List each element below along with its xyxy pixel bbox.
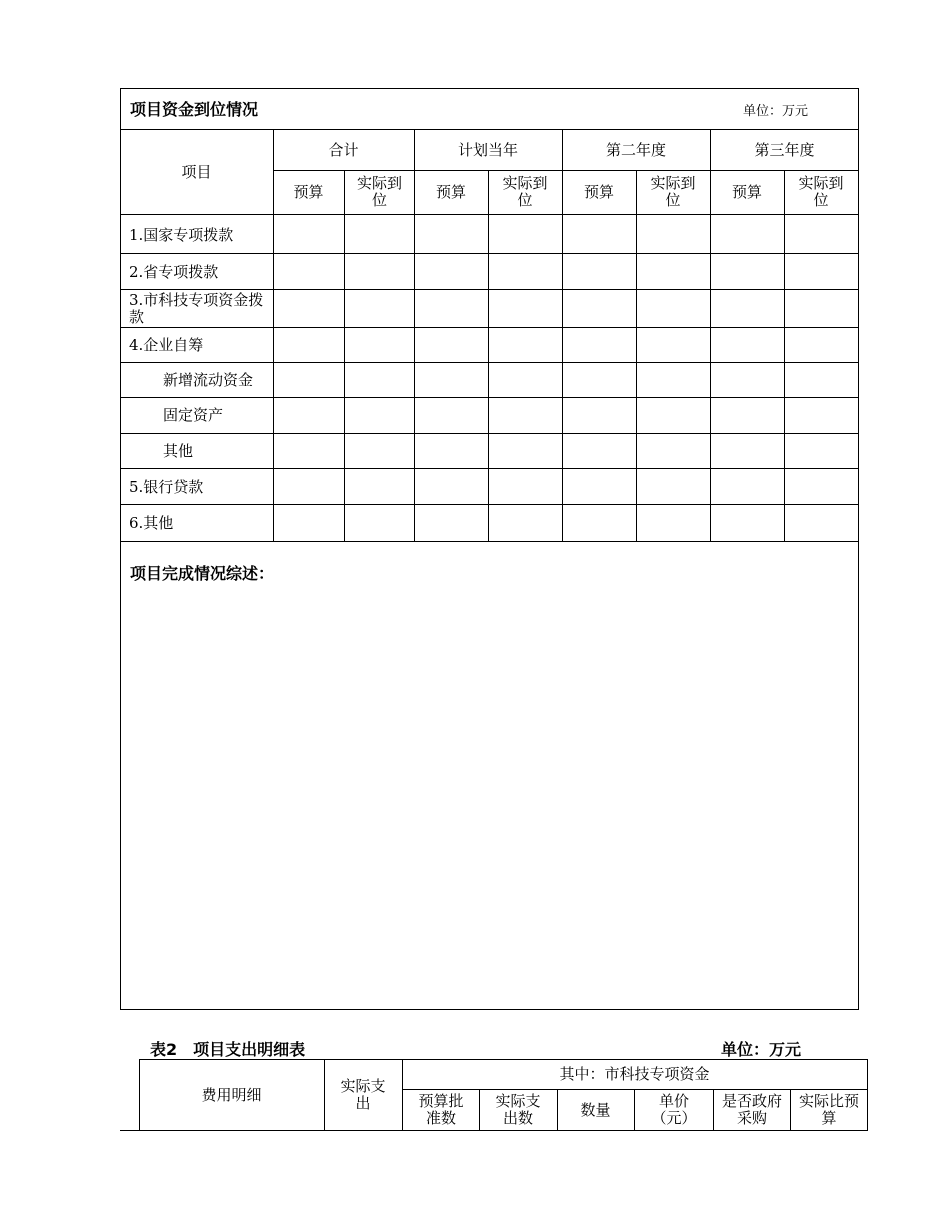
grid-line bbox=[139, 1059, 868, 1060]
sub-header-actual: 实际到位 bbox=[798, 174, 844, 209]
grid-line bbox=[120, 253, 859, 254]
sub-header-budget: 预算 bbox=[435, 183, 466, 201]
sub-header: 数量 bbox=[580, 1101, 611, 1119]
grid-line bbox=[344, 170, 345, 541]
sub-header: 实际支出数 bbox=[495, 1092, 541, 1127]
grid-line bbox=[120, 504, 859, 505]
grid-line bbox=[120, 289, 859, 290]
sub-header-actual: 实际到位 bbox=[502, 174, 548, 209]
grid-line bbox=[120, 214, 859, 215]
group-header: 第三年度 bbox=[754, 141, 815, 159]
row-label: 其他 bbox=[163, 442, 194, 460]
grid-line bbox=[402, 1089, 868, 1090]
row-label: 新增流动资金 bbox=[163, 371, 254, 389]
table2-unit: 单位：万元 bbox=[721, 1040, 802, 1059]
sub-header: 单价（元） bbox=[651, 1092, 697, 1127]
table2-caption: 表2 项目支出明细表 bbox=[150, 1040, 306, 1059]
col-header-item: 项目 bbox=[181, 163, 212, 181]
group-header: 其中：市科技专项资金 bbox=[559, 1065, 710, 1083]
sub-header-budget: 预算 bbox=[583, 183, 614, 201]
sub-header: 实际比预算 bbox=[799, 1092, 860, 1127]
grid-line bbox=[120, 397, 859, 398]
summary-label: 项目完成情况综述： bbox=[130, 564, 275, 583]
sub-header-actual: 实际到位 bbox=[650, 174, 696, 209]
row-label: 3.市科技专项资金拨款 bbox=[129, 291, 264, 326]
row-label: 2.省专项拨款 bbox=[129, 263, 219, 281]
grid-line bbox=[636, 170, 637, 541]
sub-header-budget: 预算 bbox=[731, 183, 762, 201]
row-label: 5.银行贷款 bbox=[129, 478, 204, 496]
sub-header-budget: 预算 bbox=[293, 183, 324, 201]
group-header: 计划当年 bbox=[457, 141, 518, 159]
grid-line bbox=[120, 362, 859, 363]
sub-header: 是否政府采购 bbox=[722, 1092, 783, 1127]
grid-line bbox=[479, 1089, 480, 1130]
grid-line bbox=[790, 1089, 791, 1130]
row-label: 固定资产 bbox=[163, 406, 224, 424]
grid-line bbox=[273, 170, 859, 171]
sub-header-actual: 实际到位 bbox=[356, 174, 402, 209]
row-label: 4.企业自筹 bbox=[129, 336, 204, 354]
grid-line bbox=[713, 1089, 714, 1130]
grid-line bbox=[120, 129, 859, 130]
grid-line bbox=[120, 1130, 868, 1131]
grid-line bbox=[120, 541, 859, 542]
unit-label: 单位：万元 bbox=[743, 104, 809, 119]
table-title: 项目资金到位情况 bbox=[130, 100, 259, 119]
sub-header: 预算批准数 bbox=[418, 1092, 464, 1127]
grid-line bbox=[867, 1059, 868, 1130]
grid-line bbox=[324, 1059, 325, 1130]
row-label: 1.国家专项拨款 bbox=[129, 226, 234, 244]
grid-line bbox=[120, 327, 859, 328]
group-header: 第二年度 bbox=[605, 141, 666, 159]
col-header-actual: 实际支出 bbox=[340, 1077, 386, 1112]
col-header-detail: 费用明细 bbox=[201, 1086, 262, 1104]
grid-line bbox=[120, 468, 859, 469]
grid-line bbox=[634, 1089, 635, 1130]
grid-line bbox=[488, 170, 489, 541]
grid-line bbox=[120, 433, 859, 434]
group-header: 合计 bbox=[328, 141, 359, 159]
grid-line bbox=[784, 170, 785, 541]
row-label: 6.其他 bbox=[129, 514, 174, 532]
